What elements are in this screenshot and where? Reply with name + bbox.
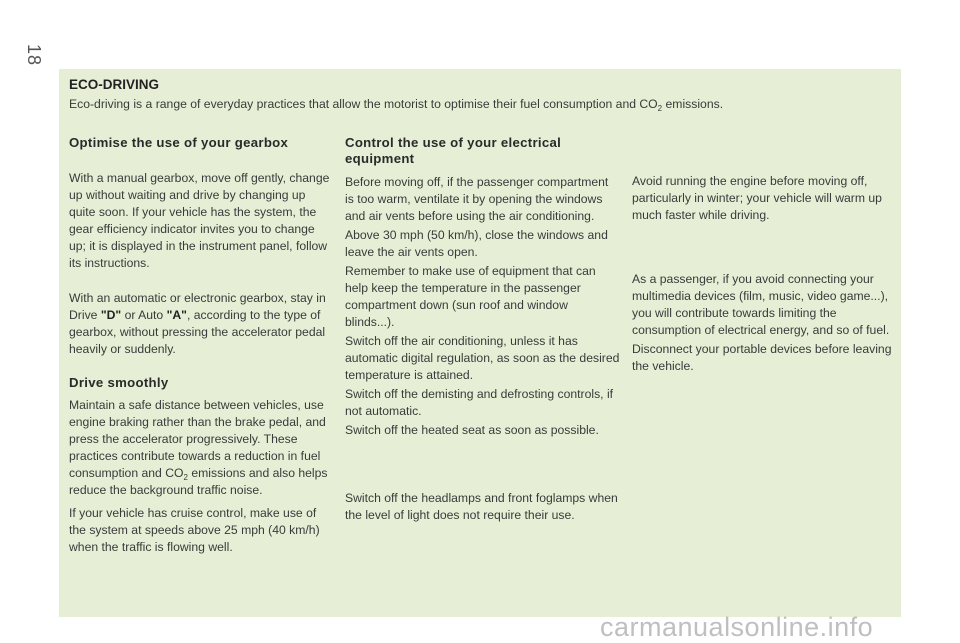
headlamps-paragraph: Switch off the headlamps and front foglamps when the level of light does not require their use.	[345, 491, 618, 522]
gearbox-heading: Optimise the use of your gearbox	[69, 135, 289, 150]
electrical-paragraph: Before moving off, if the passenger compartment is too warm, ventilate it by opening the windows and air vents before using the air conditioning.	[345, 175, 609, 223]
gearbox-auto-text-a: With an automatic or electronic gearbox, stay in Drive	[69, 291, 326, 322]
drive-smoothly-heading: Drive smoothly	[69, 375, 169, 390]
column-middle	[345, 135, 620, 524]
drive-distance-paragraph	[69, 397, 331, 499]
column-right	[632, 173, 897, 375]
multimedia-paragraph: As a passenger, if you avoid connecting your multimedia devices (film, music, video game...), you will contribute towards limiting the consumption of electrical energy, and so of fuel.	[632, 272, 890, 337]
electrical-paragraph: Remember to make use of equipment that can help keep the temperature in the passenger compartment down (sun roof and window blinds...).	[345, 264, 596, 329]
intro-text-end: emissions.	[662, 97, 724, 111]
gearbox-manual-paragraph: With a manual gearbox, move off gently, change up without waiting and drive by changing up quite soon. If your vehicle has the system, the gear efficiency indicator invites you to change up; it is displayed in the instrument panel, follow its instructions.	[69, 171, 330, 270]
auto-mode-label: "A"	[166, 308, 187, 322]
watermark: carmanualsonline.info	[600, 612, 874, 642]
cruise-control-paragraph: If your vehicle has cruise control, make use of the system at speeds above 25 mph (40 km/h) when the traffic is flowing well.	[69, 506, 320, 554]
intro-co2-subscript: 2	[657, 104, 663, 113]
gearbox-automatic-paragraph	[69, 290, 331, 358]
section-title: ECO-DRIVING	[69, 77, 160, 92]
electrical-paragraph: Switch off the demisting and defrosting controls, if not automatic.	[345, 387, 614, 418]
page-number: 18	[24, 44, 44, 67]
eco-driving-panel	[59, 69, 901, 617]
electrical-paragraph: Switch off the heated seat as soon as possible.	[345, 423, 599, 437]
intro-text-main: Eco-driving is a range of everyday practices that allow the motorist to optimise their fuel consumption and CO	[69, 97, 658, 111]
drive-text-b: emissions and also helps reduce the background traffic noise.	[69, 466, 328, 497]
engine-warmup-paragraph: Avoid running the engine before moving off, particularly in winter; your vehicle will warm up much faster while driving.	[632, 174, 882, 222]
portable-devices-paragraph: Disconnect your portable devices before leaving the vehicle.	[632, 342, 892, 373]
drive-mode-label: "D"	[100, 308, 122, 322]
electrical-paragraph: Switch off the air conditioning, unless it has automatic digital regulation, as soon as the desired temperature is attained.	[345, 334, 620, 382]
drive-co2-subscript: 2	[183, 473, 188, 482]
intro-text	[69, 96, 889, 112]
gearbox-auto-text-b: or Auto	[121, 308, 167, 322]
drive-text-a: Maintain a safe distance between vehicles, use engine braking rather than the brake pedal, and press the accelerator progressively. These practices contribute towards a reduction in fuel consumption and CO	[69, 398, 326, 480]
electrical-paragraph: Above 30 mph (50 km/h), close the windows and leave the air vents open.	[345, 228, 608, 259]
column-left	[69, 135, 331, 556]
gearbox-auto-text-c: , according to the type of gearbox, without pressing the accelerator pedal heavily or suddenly.	[69, 308, 326, 356]
electrical-heading: Control the use of your electrical equipment	[345, 135, 562, 166]
